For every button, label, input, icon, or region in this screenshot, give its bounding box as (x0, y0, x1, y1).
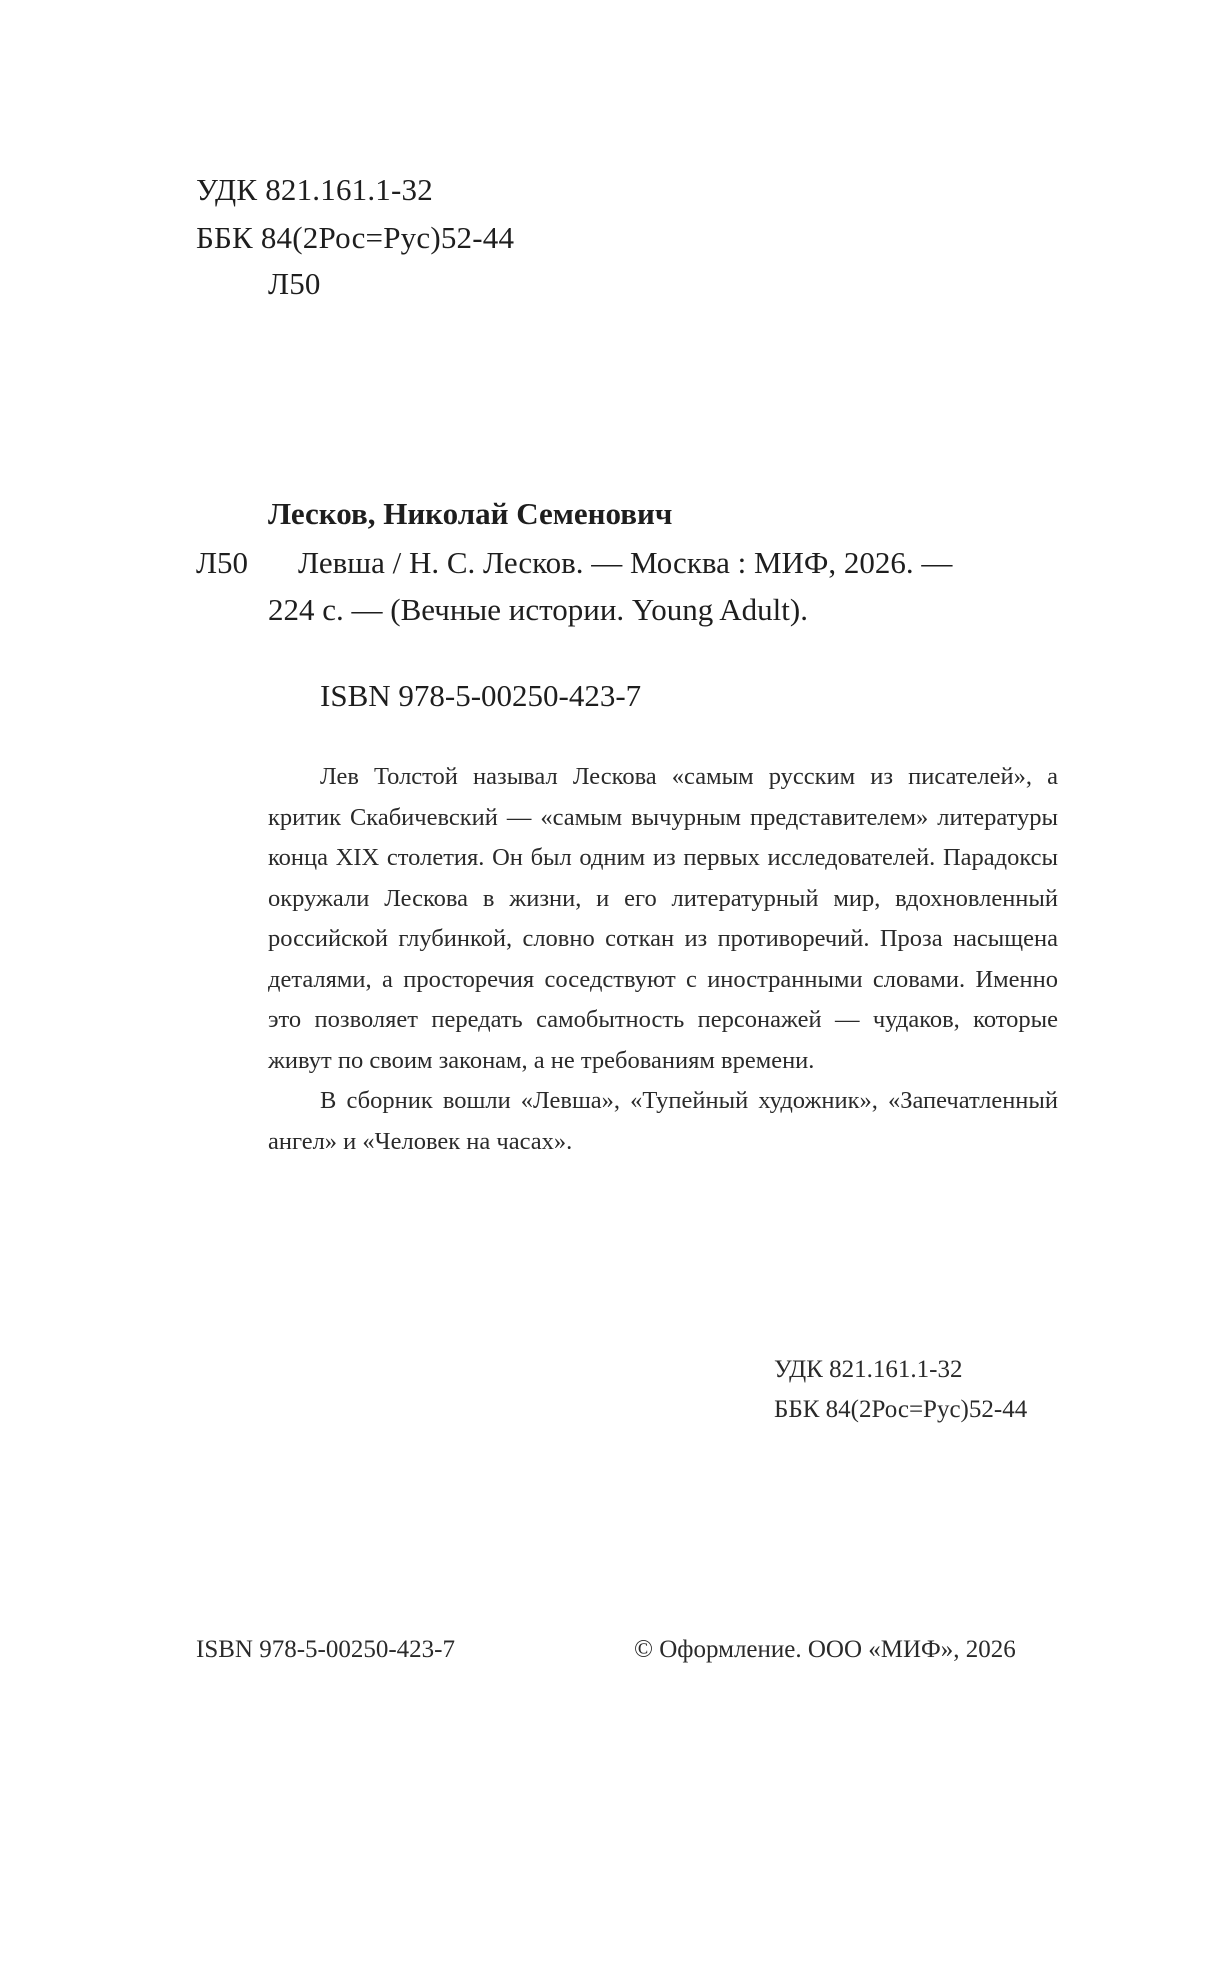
author-heading: Лесков, Николай Семенович (268, 496, 673, 531)
copyright-notice: © Оформление. ООО «МИФ», 2026 (634, 1636, 1016, 1663)
record-author-mark: Л50 (196, 545, 249, 580)
footer-udk-code: УДК 821.161.1-32 (774, 1356, 963, 1383)
isbn-record: ISBN 978-5-00250-423-7 (320, 678, 642, 713)
annotation (268, 757, 1058, 1162)
title-line: Левша / Н. С. Лесков. — Москва : МИФ, 2026. — (298, 545, 953, 580)
bbk-code: ББК 84(2Рос=Рус)52-44 (196, 220, 515, 255)
udk-code: УДК 821.161.1-32 (196, 172, 433, 207)
footer-bbk-code: ББК 84(2Рос=Рус)52-44 (774, 1396, 1028, 1423)
footer-isbn: ISBN 978-5-00250-423-7 (196, 1636, 456, 1663)
annotation-paragraph: В сборник вошли «Левша», «Тупейный художник», «Запечатленный ангел» и «Человек на часах». (268, 1087, 1058, 1155)
annotation-paragraph: Лев Толстой называл Лескова «самым русским из писателей», а критик Скабичевский — «самым вычурным представителем» литературы конца XIX столетия. Он был одним из первых исследователей. Парадоксы окружали Лескова в жизни, и его литературный мир, вдохновленный российской глубинкой, словно соткан из противоречий. Проза насыщена деталями, а просторечия соседствуют с иностранными словами. Именно это позволяет передать самобытность персонажей — чудаков, которые живут по своим законам, а не требованиям времени. (268, 763, 1058, 1074)
author-mark: Л50 (268, 266, 321, 301)
extent-line: 224 с. — (Вечные истории. Young Adult). (268, 592, 808, 627)
